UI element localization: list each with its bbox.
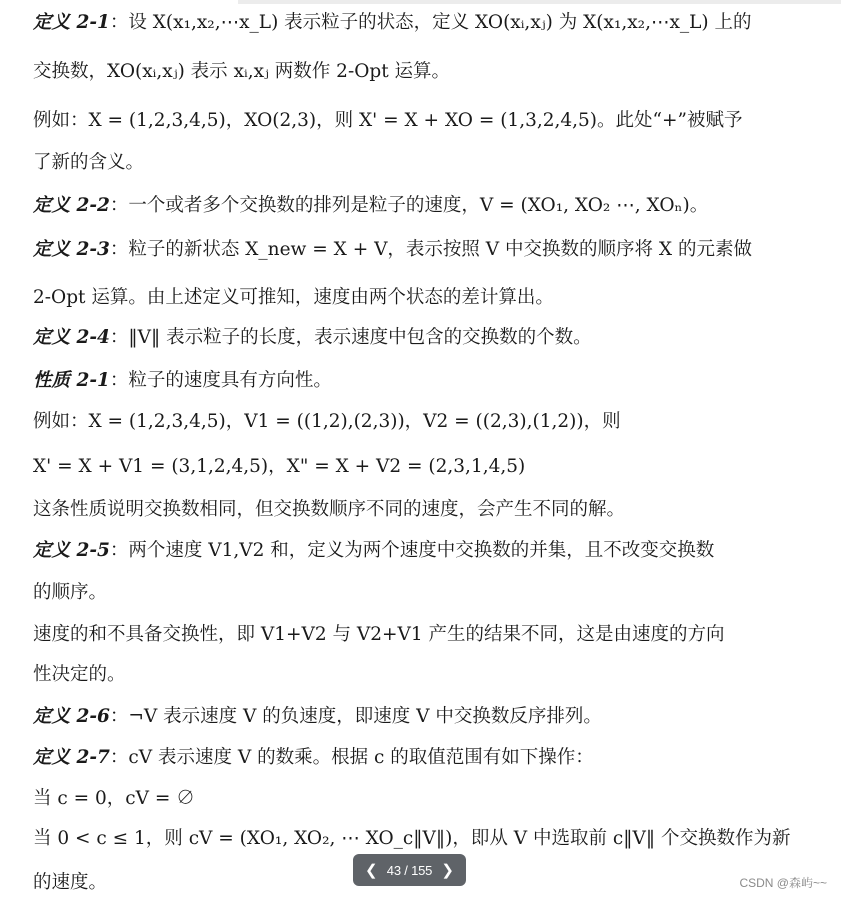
line-text: 当 c = 0，cV = ∅	[33, 788, 195, 809]
term-label: 定义 2-7	[33, 747, 110, 768]
line-text: ：¬V 表示速度 V 的负速度，即速度 V 中交换数反序排列。	[109, 706, 602, 727]
line-9	[33, 368, 332, 394]
page-navigator	[353, 854, 466, 886]
line-text: X' = X + V1 = (3,1,2,4,5)，X" = X + V2 = (2,3,1,4,5)	[33, 456, 526, 477]
line-text: ：‖V‖ 表示粒子的长度，表示速度中包含的交换数的个数。	[109, 327, 592, 348]
line-text: ：粒子的新状态 X_new = X + V，表示按照 V 中交换数的顺序将 X 的元素做	[109, 239, 752, 260]
line-19	[33, 786, 195, 812]
line-17	[33, 704, 602, 730]
line-text: ：一个或者多个交换数的排列是粒子的速度，V = (XO₁, XO₂ ⋯, XOₙ)。	[109, 195, 709, 216]
term-label: 定义 2-6	[33, 706, 110, 727]
line-5	[33, 193, 708, 219]
watermark: CSDN @森屿~~	[739, 876, 827, 890]
chevron-right-icon[interactable]: ❯	[441, 861, 454, 879]
line-text: 的顺序。	[33, 582, 108, 603]
line-text: ：两个速度 V1,V2 和，定义为两个速度中交换数的并集，且不改变交换数	[109, 540, 715, 561]
line-text: 的速度。	[33, 872, 108, 893]
page-counter: 43 / 155	[386, 862, 433, 878]
line-text: 例如：X = (1,2,3,4,5)，V1 = ((1,2),(2,3))，V2 = ((2,3),(1,2))，则	[33, 411, 621, 432]
line-21	[33, 870, 107, 896]
term-label: 定义 2-2	[33, 195, 110, 216]
line-text: ：粒子的速度具有方向性。	[109, 370, 332, 391]
line-text: 交换数，XO(xᵢ,xⱼ) 表示 xᵢ,xⱼ 两数作 2-Opt 运算。	[33, 61, 451, 82]
line-text: 当 0 < c ≤ 1，则 cV = (XO₁, XO₂, ⋯ XO_c‖V‖)，即从 V 中选取前 c‖V‖ 个交换数作为新	[33, 828, 791, 849]
term-label: 定义 2-1	[33, 12, 110, 33]
line-13	[33, 538, 714, 564]
line-6	[33, 237, 752, 263]
term-label: 定义 2-4	[33, 327, 110, 348]
line-12	[33, 497, 625, 523]
line-text: 了新的含义。	[33, 152, 145, 173]
line-7	[33, 285, 554, 311]
line-text: ：设 X(x₁,x₂,⋯x_L) 表示粒子的状态，定义 XO(xᵢ,xⱼ) 为 X(x₁,x₂,⋯x_L) 上的	[109, 12, 752, 33]
line-1	[33, 10, 752, 36]
line-text: 性决定的。	[33, 664, 126, 685]
line-10	[33, 409, 621, 435]
line-15	[33, 622, 725, 648]
line-20	[33, 826, 790, 852]
term-label: 定义 2-3	[33, 239, 110, 260]
line-text: 速度的和不具备交换性，即 V1+V2 与 V2+V1 产生的结果不同，这是由速度的方向	[33, 624, 725, 645]
line-text: 这条性质说明交换数相同，但交换数顺序不同的速度，会产生不同的解。	[33, 499, 626, 520]
line-11	[33, 454, 525, 480]
line-14	[33, 580, 107, 606]
line-4	[33, 150, 144, 176]
term-label: 性质 2-1	[33, 370, 110, 391]
line-text: ：cV 表示速度 V 的数乘。根据 c 的取值范围有如下操作：	[109, 747, 594, 768]
line-2	[33, 59, 450, 85]
chevron-left-icon[interactable]: ❮	[365, 861, 378, 879]
line-text: 2-Opt 运算。由上述定义可推知，速度由两个状态的差计算出。	[33, 287, 554, 308]
line-text: 例如：X = (1,2,3,4,5)，XO(2,3)，则 X' = X + XO = (1,3,2,4,5)。此处“+”被赋予	[33, 110, 743, 131]
term-label: 定义 2-5	[33, 540, 110, 561]
line-3	[33, 108, 742, 134]
line-8	[33, 325, 592, 351]
line-16	[33, 662, 126, 688]
line-18	[33, 745, 594, 771]
